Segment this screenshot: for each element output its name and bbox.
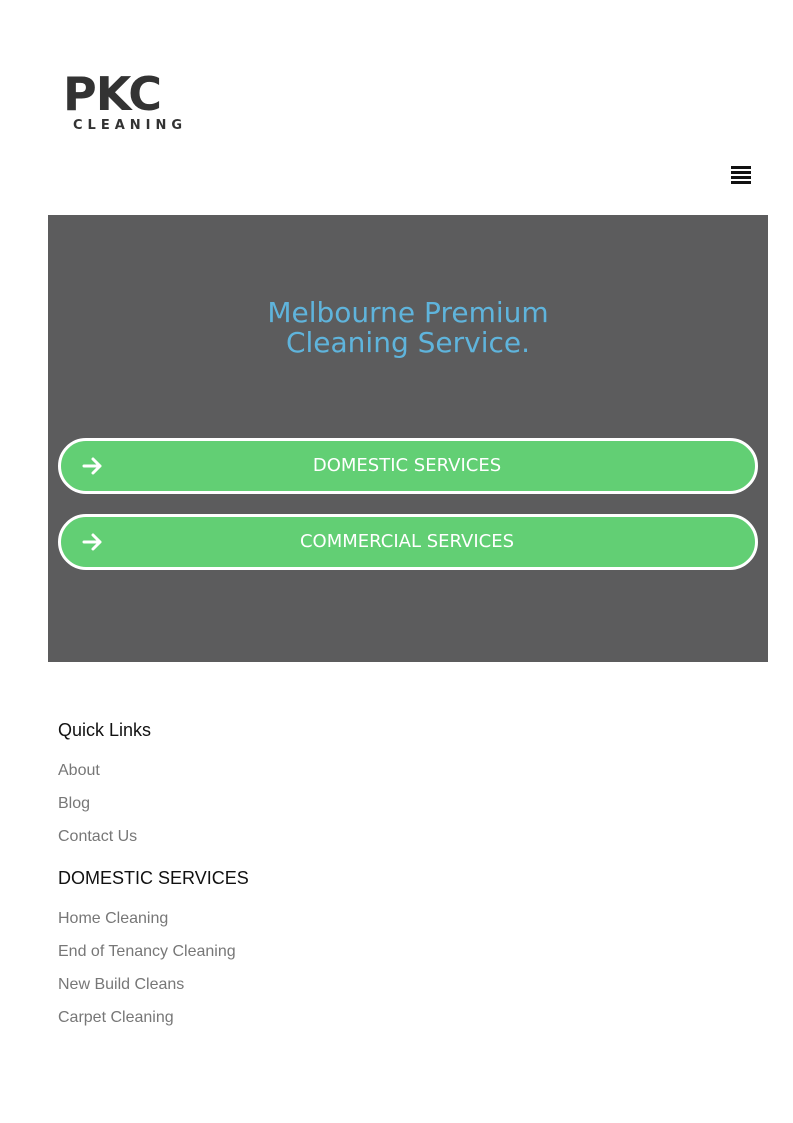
menu-bar bbox=[731, 181, 751, 184]
menu-bar bbox=[731, 171, 751, 174]
hero-title bbox=[48, 298, 768, 358]
hero-title-line-1: Melbourne Premium bbox=[267, 296, 549, 329]
domestic-services-button[interactable] bbox=[58, 438, 758, 494]
domestic-services-label: DOMESTIC SERVICES bbox=[312, 455, 502, 476]
logo-wordmark: PKC bbox=[63, 67, 162, 121]
commercial-services-button[interactable] bbox=[58, 514, 758, 570]
footer-link-home-cleaning[interactable]: Home Cleaning bbox=[58, 910, 169, 927]
footer-link-about[interactable]: About bbox=[58, 762, 100, 779]
footer-link-contact-us[interactable]: Contact Us bbox=[58, 828, 138, 845]
domestic-services-heading: DOMESTIC SERVICES bbox=[58, 868, 249, 888]
menu-bar bbox=[731, 166, 751, 169]
commercial-services-label: COMMERCIAL SERVICES bbox=[299, 531, 515, 552]
hero-title-line-2: Cleaning Service. bbox=[285, 326, 531, 359]
site-logo[interactable] bbox=[63, 67, 221, 136]
hamburger-menu-icon[interactable] bbox=[728, 163, 754, 189]
logo-tagline: CLEANING bbox=[73, 118, 188, 133]
footer-link-new-build-cleans[interactable]: New Build Cleans bbox=[58, 976, 185, 993]
footer-link-end-of-tenancy-cleaning[interactable]: End of Tenancy Cleaning bbox=[58, 943, 236, 960]
hero-section bbox=[48, 215, 768, 662]
menu-bar bbox=[731, 176, 751, 179]
footer-link-carpet-cleaning[interactable]: Carpet Cleaning bbox=[58, 1009, 174, 1026]
quick-links-heading: Quick Links bbox=[58, 720, 152, 740]
footer-link-blog[interactable]: Blog bbox=[58, 795, 91, 812]
